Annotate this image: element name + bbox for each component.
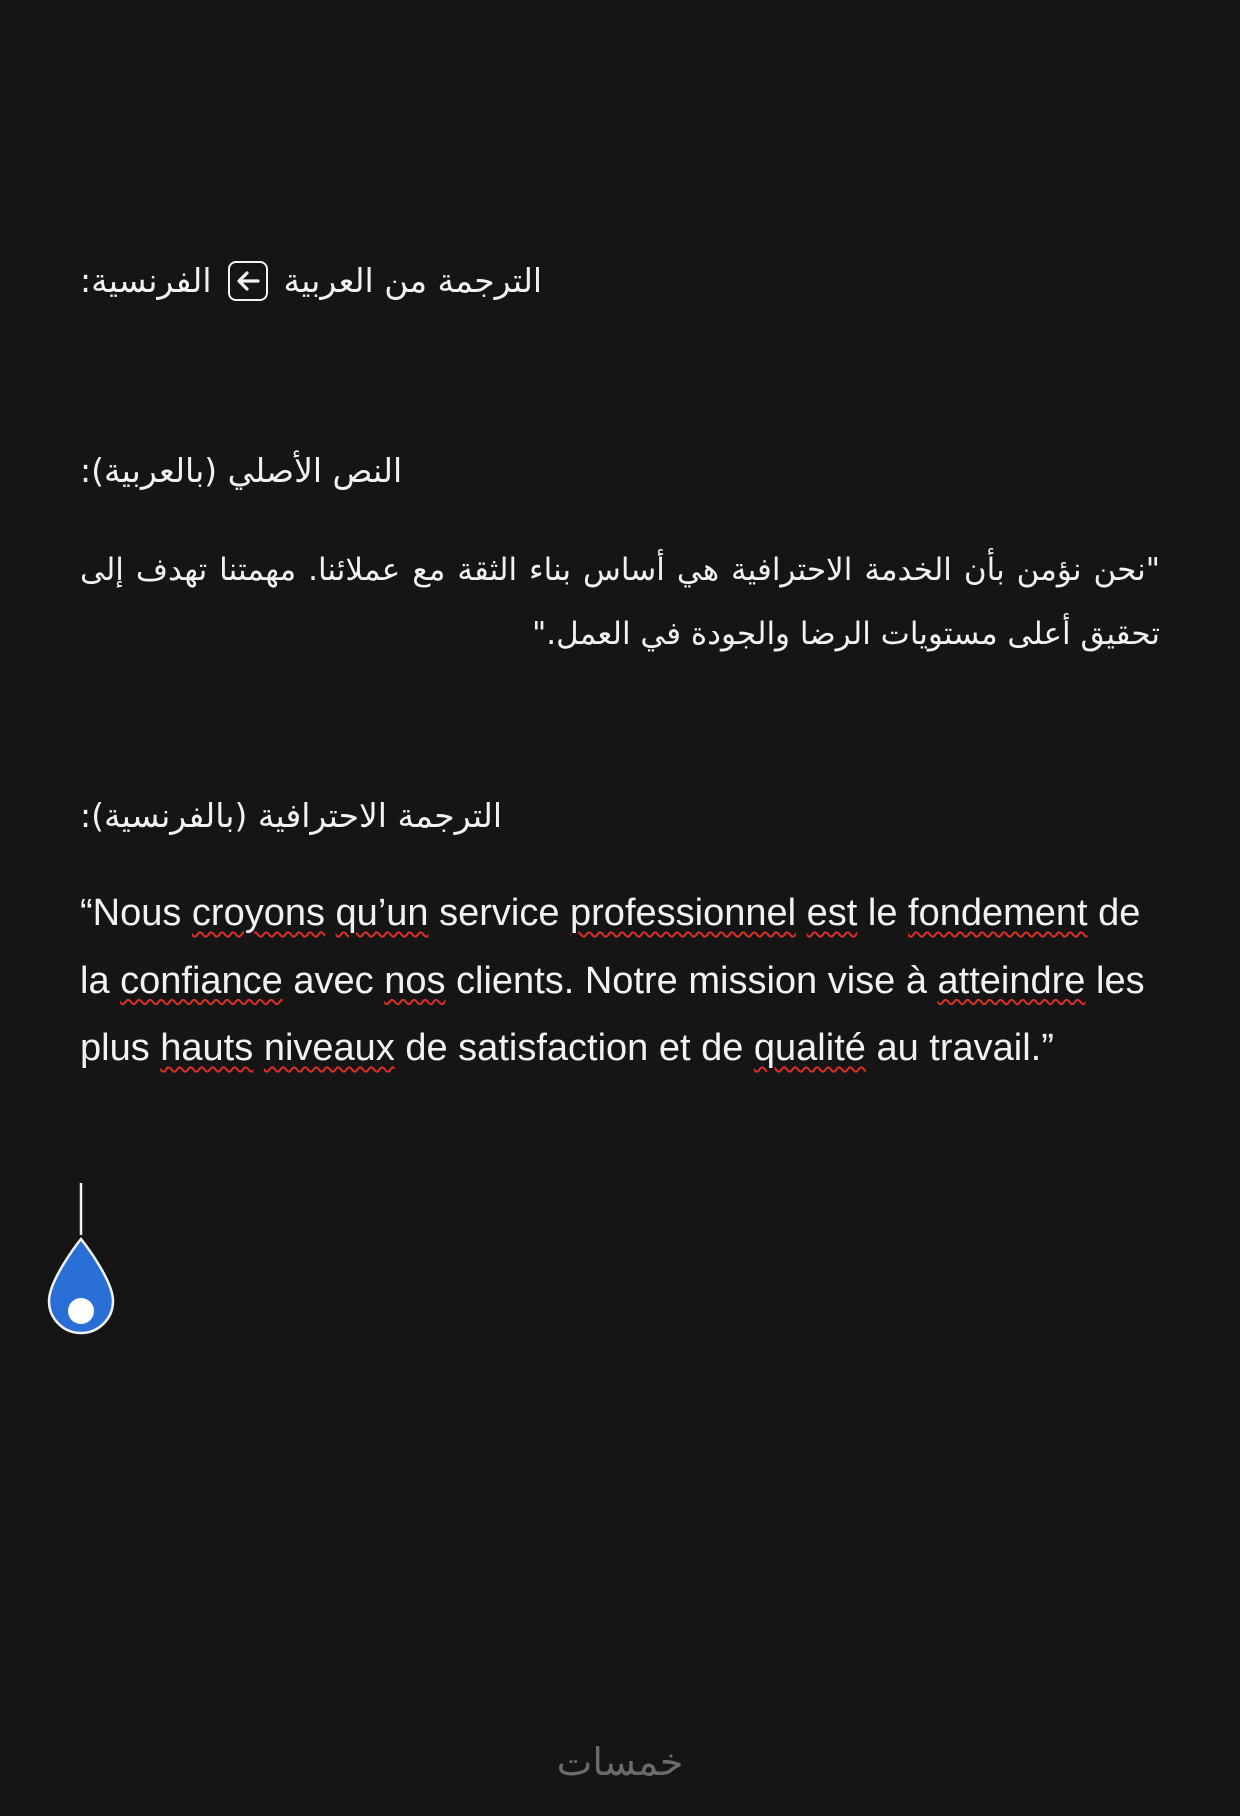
original-arabic-paragraph: "نحن نؤمن بأن الخدمة الاحترافية هي أساس بناء الثقة مع عملائنا. مهمتنا تهدف إلى تحقيق أعلى مستويات الرضا والجودة في العمل."	[80, 552, 1160, 652]
spellcheck-flagged-word: hauts	[160, 1027, 254, 1069]
text-run: au travail.”	[865, 1027, 1054, 1069]
text-run: le	[857, 892, 909, 934]
text-run: de la	[80, 892, 1141, 1002]
spellcheck-flagged-word: confiance	[120, 959, 283, 1002]
translation-direction-heading	[80, 258, 542, 304]
text-run: clients. Notre mission vise à	[445, 959, 938, 1002]
french-translation-paragraph	[80, 880, 1160, 1083]
spellcheck-flagged-word: qualité	[753, 1027, 866, 1069]
heading-source-language: الترجمة من العربية	[283, 261, 543, 300]
text-run	[325, 892, 336, 934]
heading-target-language: الفرنسية:	[80, 261, 212, 300]
left-arrow-key-icon	[228, 261, 268, 301]
text-run: de satisfaction et de	[394, 1027, 754, 1069]
original-text-label: النص الأصلي (بالعربية):	[80, 451, 403, 490]
text-run: “Nous	[80, 892, 192, 934]
spellcheck-flagged-word: niveaux	[263, 1027, 395, 1069]
spellcheck-flagged-word: fondement	[908, 892, 1088, 934]
text-run: service	[428, 892, 571, 934]
document-page[interactable]	[80, 0, 1160, 1816]
translation-label: الترجمة الاحترافية (بالفرنسية):	[80, 796, 503, 835]
cursor-drop-icon[interactable]	[45, 1183, 117, 1353]
text-run	[796, 892, 807, 934]
text-cursor-handle[interactable]	[45, 1183, 117, 1353]
spellcheck-flagged-word: atteindre	[937, 959, 1086, 1002]
spellcheck-flagged-word: professionnel	[570, 892, 797, 934]
spellcheck-flagged-word: est	[806, 892, 858, 934]
spellcheck-flagged-word: nos	[384, 959, 446, 1002]
text-run	[253, 1027, 264, 1069]
watermark-logo: خمسات	[556, 1740, 684, 1784]
text-run: les plus	[80, 959, 1145, 1069]
text-run: avec	[282, 959, 385, 1002]
spellcheck-flagged-word: croyons	[191, 892, 325, 934]
spellcheck-flagged-word: qu’un	[335, 892, 429, 934]
